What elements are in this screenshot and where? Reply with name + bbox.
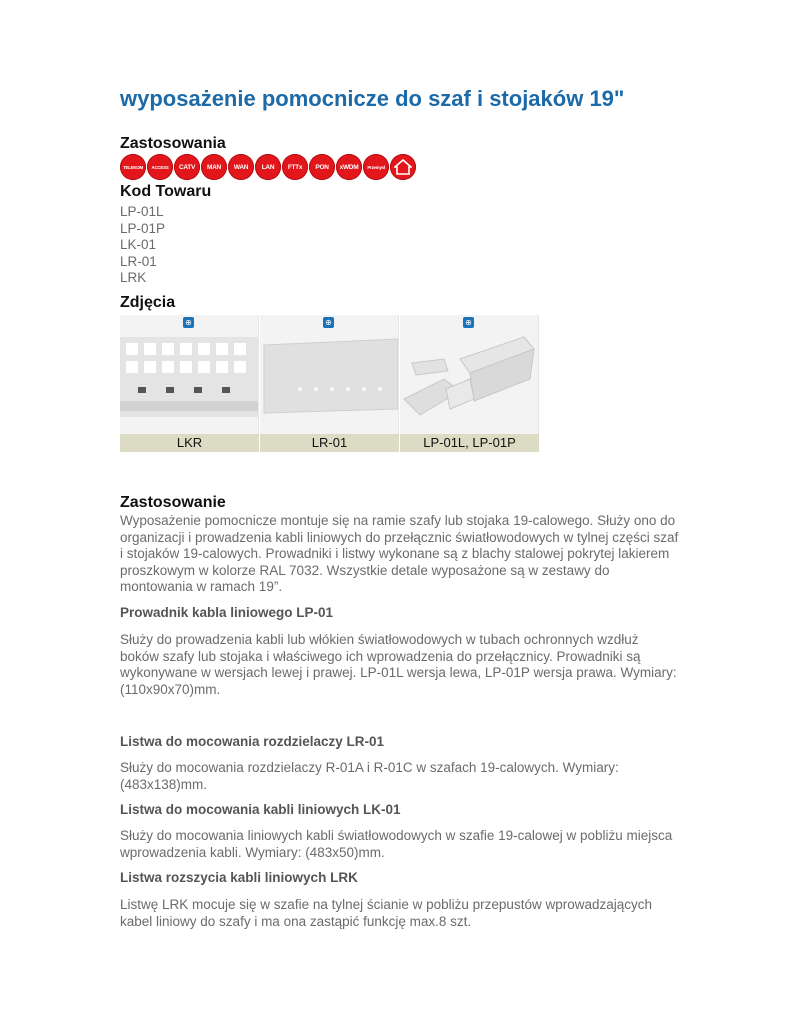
badge-catv: CATV [174,154,200,180]
photo-lr01[interactable] [260,315,399,452]
badge-fttx: FTTx [282,154,308,180]
badge-telekom: TELEKOM [120,154,146,180]
section-text-lk01: Służy do mocowania liniowych kabli światłowodowych w szafie 19-calowej w pobliżu miejsca wprowadzenia kabli. Wymiary: (483x50)mm. [120,828,673,860]
home-icon [390,154,416,180]
zoom-icon[interactable]: ⊕ [463,317,474,328]
section-text-lr01: Służy do mocowania rozdzielaczy R-01A i R-01C w szafach 19-calowych. Wymiary: (483x138)mm. [120,760,619,792]
code-item: LP-01L [120,204,164,219]
zastosowania-heading: Zastosowania [120,135,226,152]
lr01-image [260,329,398,434]
product-codes [120,204,165,287]
badge-lan: LAN [255,154,281,180]
section-heading-lp01: Prowadnik kabla liniowego LP-01 [120,605,334,620]
page-title: wyposażenie pomocnicze do szaf i stojaków 19" [120,86,625,111]
section-text-lp01: Służy do prowadzenia kabli lub włókien światłowodowych w tubach ochronnych wzdłuż boków szafy lub stojaka i właściwego ich wprowadzenia do przełącznicy. Prowadniki są wykonywane w wersjach lewej i prawej. LP-01L wersja lewa, LP-01P wersja prawa. Wymiary: (110x90x70)mm. [120,632,677,697]
zastosowanie-heading: Zastosowanie [120,494,226,511]
photo-lkr[interactable] [120,315,259,452]
photo-caption: LP-01L, LP-01P [400,434,539,452]
section-heading-lrk: Listwa rozszycia kabli liniowych LRK [120,870,358,885]
photo-image[interactable] [260,315,399,434]
section-heading-lr01: Listwa do mocowania rozdzielaczy LR-01 [120,734,385,749]
photo-caption: LKR [120,434,259,452]
badge-man: MAN [201,154,227,180]
zoom-icon[interactable]: ⊕ [183,317,194,328]
kod-heading: Kod Towaru [120,183,212,200]
badge-access: ACCESS [147,154,173,180]
photo-image[interactable] [120,315,259,434]
lkr-image [120,329,258,434]
code-item: LRK [120,270,147,285]
lp01-image [400,329,538,434]
photo-lp01[interactable] [400,315,539,452]
photo-gallery [120,315,540,452]
zoom-icon[interactable]: ⊕ [323,317,334,328]
photo-image[interactable] [400,315,539,434]
badge-pon: PON [309,154,335,180]
badge-xwdm: xWDM [336,154,362,180]
section-heading-lk01: Listwa do mocowania kabli liniowych LK-01 [120,802,401,817]
application-badges [120,154,416,180]
code-item: LP-01P [120,220,166,236]
badge-wan: WAN [228,154,254,180]
section-text-lrk: Listwę LRK mocuje się w szafie na tylnej ścianie w pobliżu przepustów wprowadzających kabel liniowy do szafy i ma ona zastąpić funkcję max.8 szt. [120,897,652,929]
badge-przemysl: Przemysł [363,154,389,180]
code-item: LK-01 [120,237,157,252]
code-item: LR-01 [120,253,157,269]
zastosowanie-text: Wyposażenie pomocnicze montuje się na ramie szafy lub stojaka 19-calowego. Służy ono do organizacji i prowadzenia kabli liniowych do przełącznic światłowodowych w tylnej części szaf i stojaków 19-calowych. Prowadniki i listwy wykonane są z blachy stalowej pokrytej lakierem proszkowym w kolorze RAL 7032. Wszystkie detale wyposażone są w zestawy do montowania w ramach 19”. [120,513,679,594]
photo-caption: LR-01 [260,434,399,452]
zdjecia-heading: Zdjęcia [120,294,176,311]
